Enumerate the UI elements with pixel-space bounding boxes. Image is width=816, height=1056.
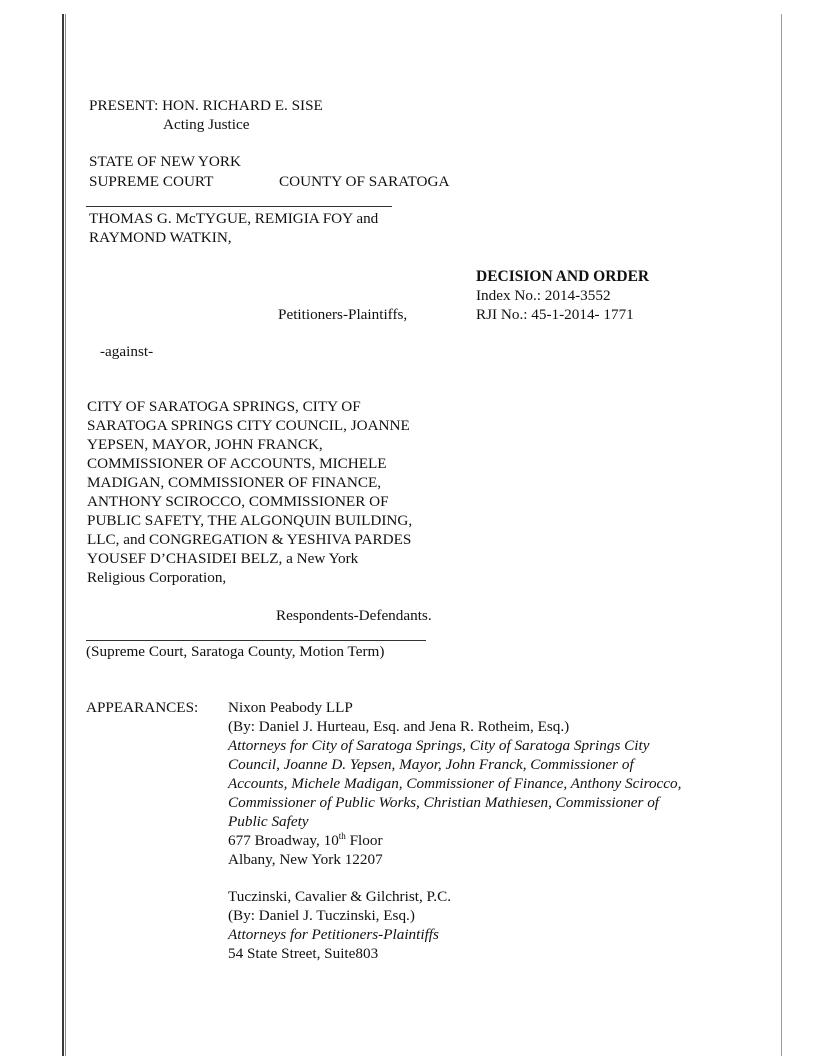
firm-name: Nixon Peabody LLP <box>228 699 353 716</box>
respondents-line: MADIGAN, COMMISSIONER OF FINANCE, <box>87 474 382 491</box>
attorneys-for-line: Attorneys for City of Saratoga Springs, City of Saratoga Springs City <box>228 737 650 754</box>
scan-edge-left <box>62 14 64 1056</box>
respondents-line: LLC, and CONGREGATION & YESHIVA PARDES <box>87 531 412 548</box>
present-justice: PRESENT: HON. RICHARD E. SISE <box>89 97 323 114</box>
against-label: -against- <box>100 343 154 360</box>
firm-name: Tuczinski, Cavalier & Gilchrist, P.C. <box>228 888 452 905</box>
respondents-line: YEPSEN, MAYOR, JOHN FRANCK, <box>87 436 323 453</box>
index-number: Index No.: 2014-3552 <box>476 287 611 304</box>
state-name: STATE OF NEW YORK <box>89 153 241 170</box>
attorneys-for-line: Attorneys for Petitioners-Plaintiffs <box>228 926 439 943</box>
respondents-line: PUBLIC SAFETY, THE ALGONQUIN BUILDING, <box>87 512 413 529</box>
firm-address-street: 54 State Street, Suite803 <box>228 945 379 962</box>
firm-address-street <box>228 832 383 850</box>
document-title: DECISION AND ORDER <box>476 268 650 285</box>
attorneys-for-line: Commissioner of Public Works, Christian Mathiesen, Commissioner of <box>228 794 660 811</box>
county-name: COUNTY OF SARATOGA <box>279 173 450 190</box>
respondents-line: Religious Corporation, <box>87 569 227 586</box>
attorneys-for-line: Council, Joanne D. Yepsen, Mayor, John Franck, Commissioner of <box>228 756 634 773</box>
firm-attorneys: (By: Daniel J. Tuczinski, Esq.) <box>228 907 415 924</box>
justice-title: Acting Justice <box>163 116 250 133</box>
court-term: (Supreme Court, Saratoga County, Motion Term) <box>86 643 385 660</box>
street-suffix: Floor <box>345 832 383 849</box>
respondents-role: Respondents-Defendants. <box>276 607 432 624</box>
ordinal-suffix: th <box>338 830 346 841</box>
petitioners-line: RAYMOND WATKIN, <box>89 229 232 246</box>
respondents-line: COMMISSIONER OF ACCOUNTS, MICHELE <box>87 455 387 472</box>
caption-rule-bottom <box>86 640 426 641</box>
street-text: 677 Broadway, 10 <box>228 832 339 849</box>
scan-edge-right <box>781 14 782 1056</box>
court-name: SUPREME COURT <box>89 173 214 190</box>
firm-address-city: Albany, New York 12207 <box>228 851 383 868</box>
attorneys-for-line: Accounts, Michele Madigan, Commissioner of Finance, Anthony Scirocco, <box>228 775 682 792</box>
respondents-line: YOUSEF D’CHASIDEI BELZ, a New York <box>87 550 359 567</box>
attorneys-for-line: Public Safety <box>228 813 309 830</box>
petitioners-line: THOMAS G. McTYGUE, REMIGIA FOY and <box>89 210 379 227</box>
respondents-line: ANTHONY SCIROCCO, COMMISSIONER OF <box>87 493 389 510</box>
respondents-line: CITY OF SARATOGA SPRINGS, CITY OF <box>87 398 361 415</box>
respondents-line: SARATOGA SPRINGS CITY COUNCIL, JOANNE <box>87 417 410 434</box>
scan-edge-left-shadow <box>65 14 66 1056</box>
firm-attorneys: (By: Daniel J. Hurteau, Esq. and Jena R. Rotheim, Esq.) <box>228 718 570 735</box>
appearances-label: APPEARANCES: <box>86 699 199 716</box>
caption-rule-top <box>86 206 392 207</box>
rji-number: RJI No.: 45-1-2014- 1771 <box>476 306 634 323</box>
petitioners-role: Petitioners-Plaintiffs, <box>278 306 408 323</box>
